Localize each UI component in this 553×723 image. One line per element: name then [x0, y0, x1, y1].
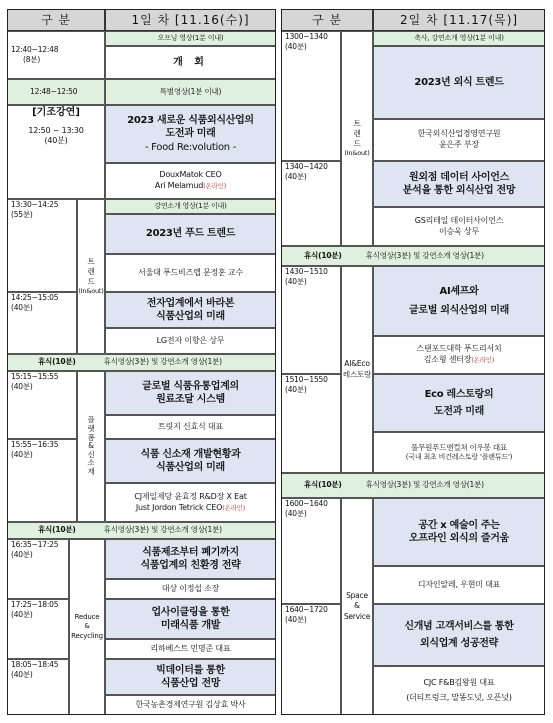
d1-theme-platform: 플 랫 폼 & 신 소 재 — [77, 371, 105, 522]
d1-s1-time: 13:30~14:25 (55분) — [7, 199, 77, 292]
d2-s4-speaker: 풀무원푸드앤컬쳐 이우봉 대표 (국내 최초 비건레스토랑 '플랜튜드') — [373, 432, 545, 473]
d1-break2: 휴식(10분) 휴식영상(3분) 및 강연소개 영상(1분) — [7, 522, 276, 539]
d2-s3-time: 1430~1510 (40분) — [281, 266, 341, 374]
day2-column — [281, 9, 545, 715]
d2-s2-title: 원외점 데이터 사이언스 분석을 통한 외식산업 전망 — [373, 161, 545, 207]
d2-s1-sub: 축사, 강연소개 영상(1분 이내) — [373, 31, 545, 46]
d2-s2-time: 1340~1420 (40분) — [281, 161, 341, 246]
day1-header-title: 1일 차 [11.16(수)] — [105, 9, 276, 31]
d2-theme-trend: 트 렌 드 (In&out) — [341, 31, 373, 246]
d2-s4-title: Eco 레스토랑의 도전과 미래 — [373, 374, 545, 432]
d1-s7-title: 빅데이터를 통한 식품산업 전망 — [105, 659, 276, 695]
d1-s2-speaker: LG전자 이향은 상무 — [105, 328, 276, 354]
d2-s2-speaker: GS리테일 데이터사이언스 이승욱 상무 — [373, 207, 545, 246]
d1-s4-time: 15:55~16:35 (40분) — [7, 439, 77, 522]
d2-s6-speaker: CJC F&B김왕원 대표 (더티트렁크, 말똥도넛, 오픈넛) — [373, 666, 545, 715]
d2-break1: 휴식(10분) 휴식영상(3분) 및 강연소개 영상(1분) — [281, 246, 545, 266]
d2-s5-speaker: 디자인알레, 우현미 대표 — [373, 566, 545, 604]
d1-s3-speaker: 트릿지 신효식 대표 — [105, 415, 276, 439]
d1-theme-reduce: Reduce & Recycling — [69, 539, 105, 715]
opening-sub: 오프닝 영상(1분 이내) — [105, 31, 276, 46]
opening-time: 12:40~12:48 (8분) — [7, 31, 105, 79]
d1-s3-title: 글로벌 식품유통업계의 원료조달 시스템 — [105, 371, 276, 415]
d2-s6-title: 신개념 고객서비스를 통한 외식업계 성공전략 — [373, 604, 545, 666]
keynote-speaker: DouxMatok CEO Ari Melamud(온라인) — [105, 163, 276, 199]
d1-s5-title: 식품제조부터 폐기까지 식품업계의 친환경 전략 — [105, 539, 276, 579]
day1-header-label: 구 분 — [7, 9, 105, 31]
d1-s7-speaker: 한국농촌경제연구원 김상효 박사 — [105, 695, 276, 715]
d2-s6-time: 1640~1720 (40분) — [281, 604, 341, 715]
day2-header-title: 2일 차 [11.17(목)] — [373, 9, 545, 31]
d2-break2: 휴식(10분) 휴식영상(3분) 및 강연소개 영상(1분) — [281, 473, 545, 498]
d1-s1-speaker: 서울대 푸드비즈랩 문정훈 교수 — [105, 254, 276, 292]
d1-theme-trend: 트 렌 드 (In&out) — [77, 199, 105, 354]
d2-s1-title: 2023년 외식 트렌드 — [373, 46, 545, 119]
d2-theme-space: Space & Service — [341, 498, 373, 715]
d1-s6-title: 업사이클링을 통한 미래식품 개발 — [105, 599, 276, 639]
d2-s5-title: 공간 x 예술이 주는 오프라인 외식의 즐거움 — [373, 498, 545, 566]
d1-s4-speaker: CJ제일제당 윤효정 R&D장 X Eat Just Jordon Tetrick CEO(온라인) — [105, 483, 276, 522]
d2-s5-time: 1600~1640 (40분) — [281, 498, 341, 604]
d2-s3-title: AI셰프와 글로벌 외식산업의 미래 — [373, 266, 545, 336]
d1-s5-time: 16:35~17:25 (40분) — [7, 539, 69, 599]
opening-title: 개 회 — [105, 46, 276, 79]
d1-s5-speaker: 대상 이정섭 소장 — [105, 579, 276, 599]
d1-s7-time: 18:05~18:45 (40분) — [7, 659, 69, 715]
keynote-title: 2023 새로운 식품외식산업의 도전과 미래 - Food Re:volution - — [105, 105, 276, 163]
d1-s1-title: 2023년 푸드 트렌드 — [105, 214, 276, 254]
special-time: 12:48~12:50 — [7, 79, 105, 105]
d1-s1-sub: 강연소개 영상(1분 이내) — [105, 199, 276, 214]
d2-theme-aieco: AI&Eco 레스토랑 — [341, 266, 373, 473]
keynote-time: [기조강연] 12:50 ~ 13:30 (40분) — [7, 105, 105, 199]
special-sub: 특별영상(1분 이내) — [105, 79, 276, 105]
d2-s3-speaker: 스탠포드대학 푸드리서치 김소형 센터장(온라인) — [373, 336, 545, 374]
d1-s6-speaker: 리하베스트 민명준 대표 — [105, 639, 276, 659]
d1-s3-time: 15:15~15:55 (40분) — [7, 371, 77, 439]
d1-s6-time: 17:25~18:05 (40분) — [7, 599, 69, 659]
d2-s1-time: 1300~1340 (40분) — [281, 31, 341, 161]
d2-s4-time: 1510~1550 (40분) — [281, 374, 341, 473]
d2-s1-speaker: 한국외식산업경영연구원 윤은주 부장 — [373, 119, 545, 161]
day2-header-label: 구 분 — [281, 9, 373, 31]
d1-s2-title: 전자업계에서 바라본 식품산업의 미래 — [105, 292, 276, 328]
d1-s4-title: 식품 신소재 개발현황과 식품산업의 미래 — [105, 439, 276, 483]
d1-s2-time: 14:25~15:05 (40분) — [7, 292, 77, 354]
day1-column — [7, 9, 276, 715]
d1-break1: 휴식(10분) 휴식영상(3분) 및 강연소개 영상(1분) — [7, 354, 276, 371]
